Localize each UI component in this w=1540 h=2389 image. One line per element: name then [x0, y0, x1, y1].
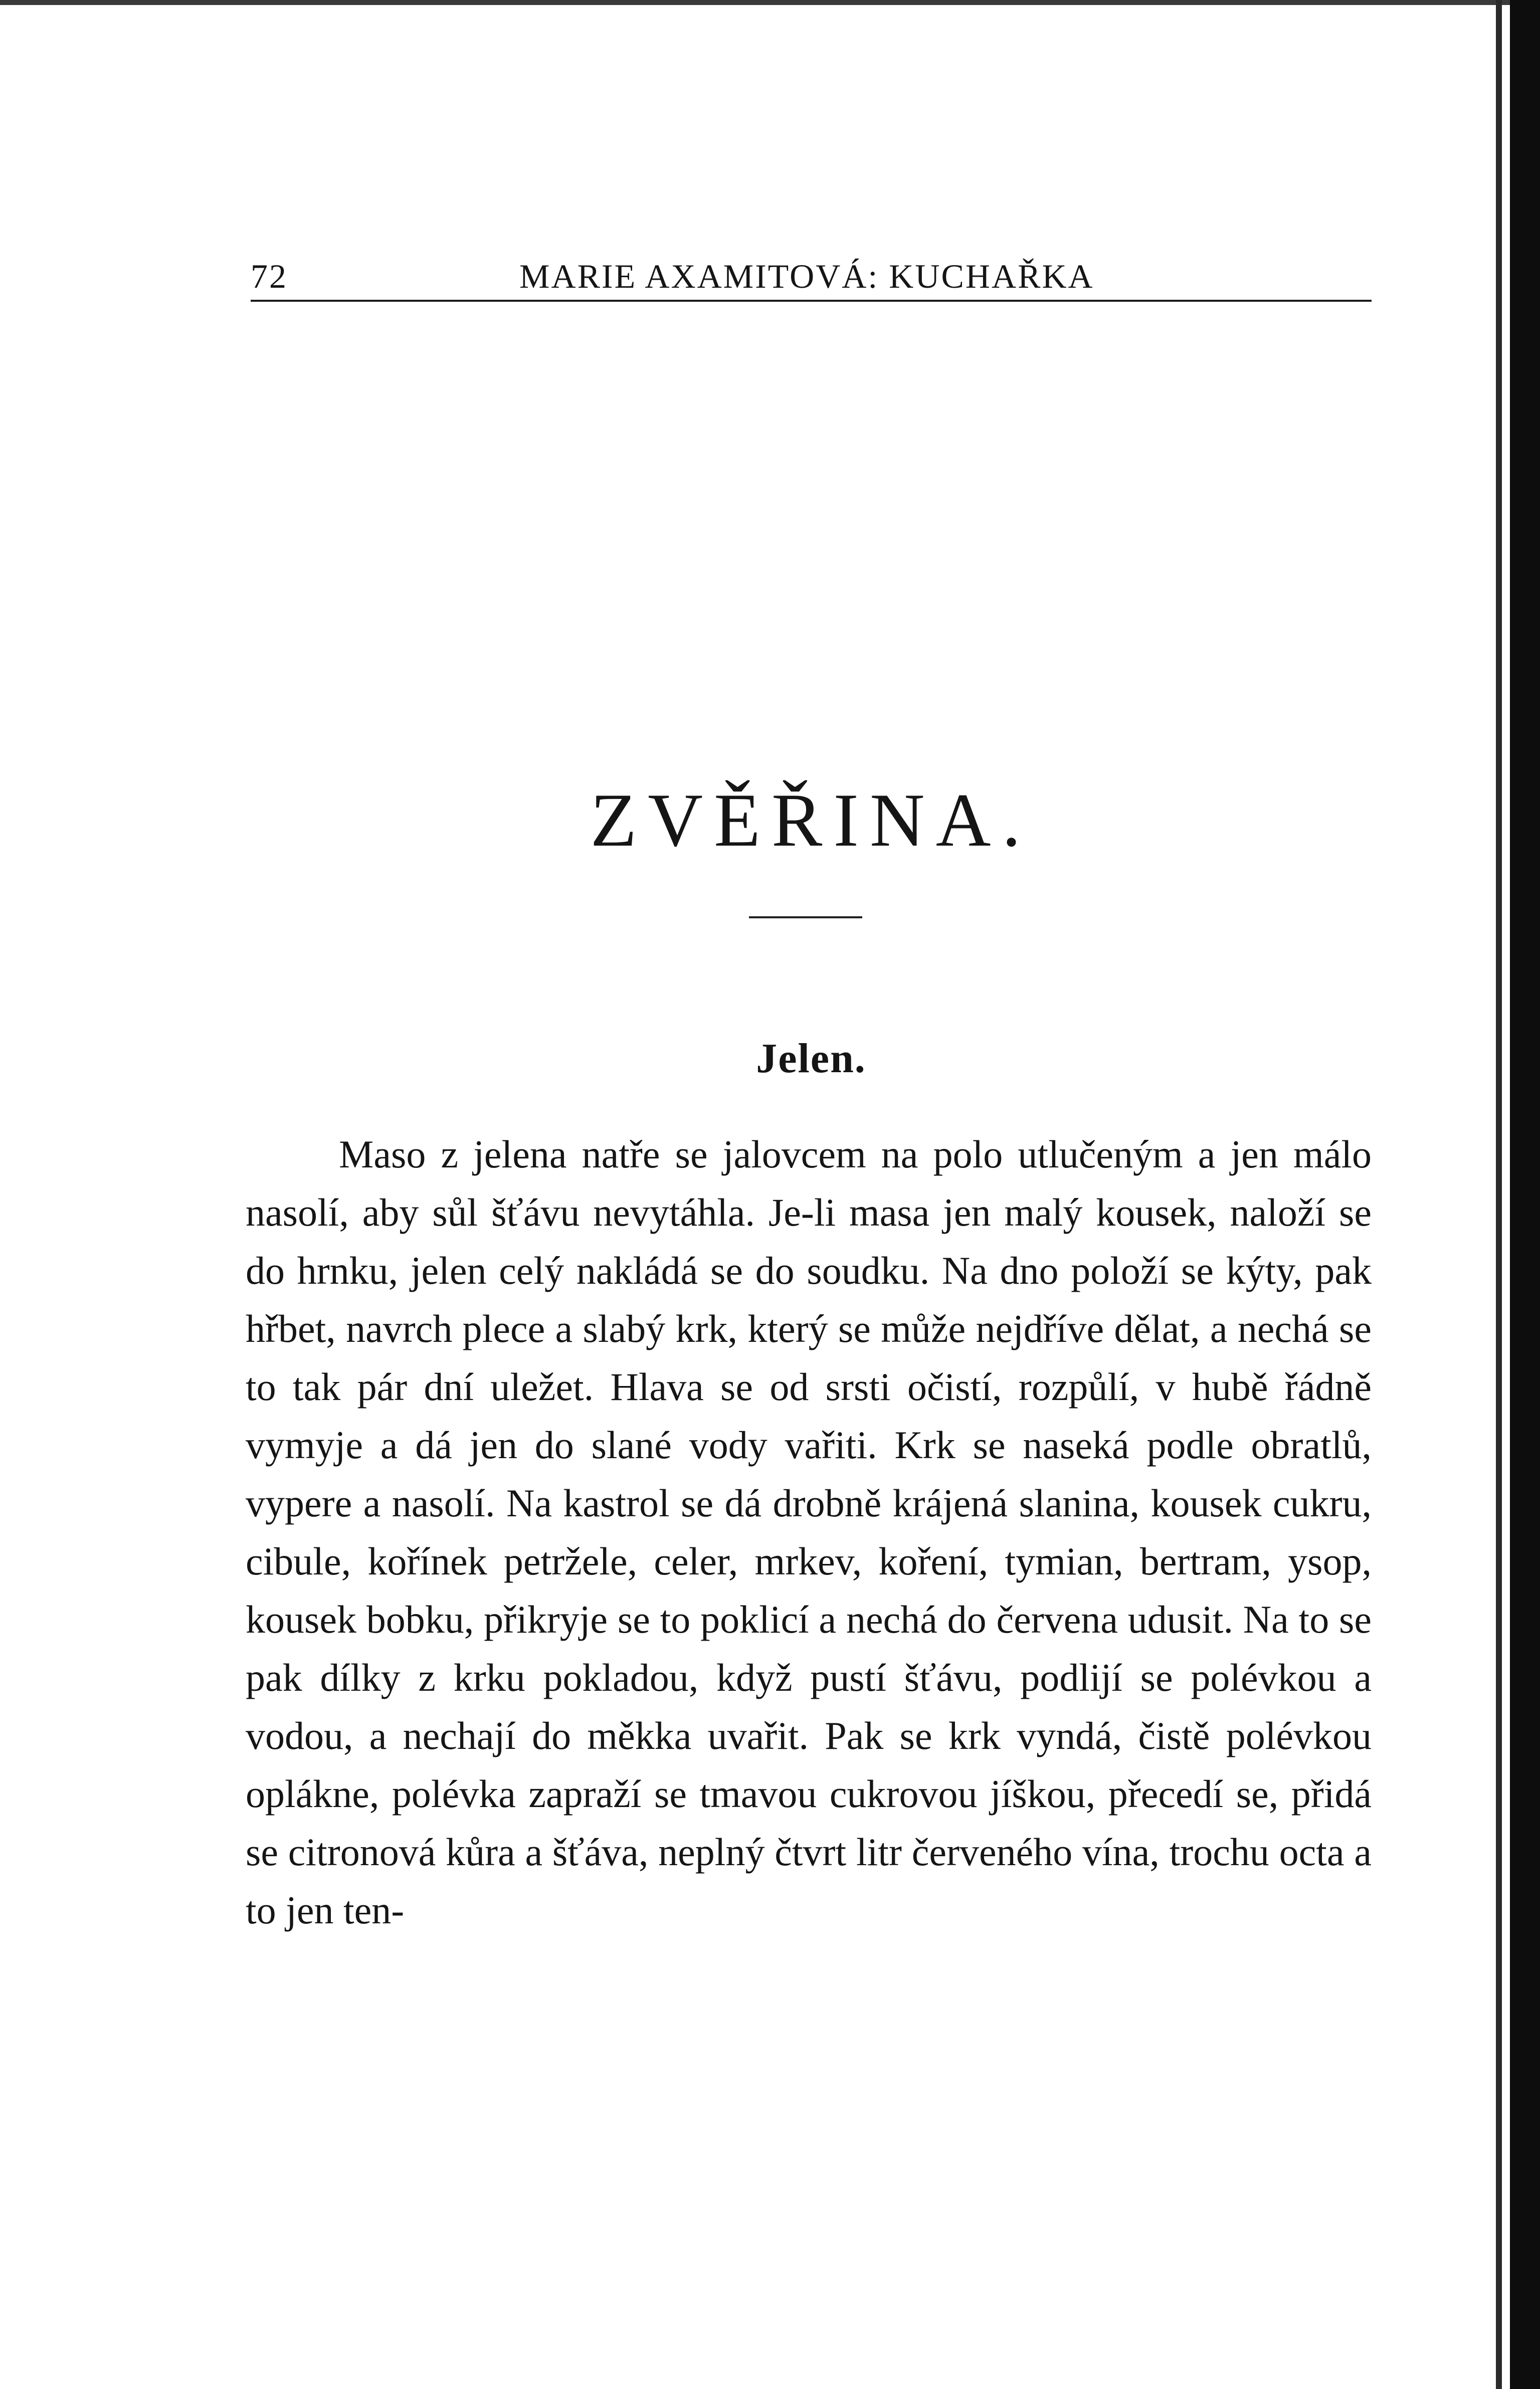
running-head	[251, 257, 1372, 302]
title-divider	[749, 916, 862, 918]
chapter-title: ZVĚŘINA.	[590, 778, 1032, 862]
body-paragraph: Maso z jelena natře se jalovcem na polo utlučeným a jen málo nasolí, aby sůl šťávu nevytáhla. Je-li masa jen malý kousek, naloží se do hrnku, jelen celý nakládá se do soudku. Na dno položí se kýty, pak hřbet, navrch plece a slabý krk, který se může nejdříve dělat, a nechá se to tak pár dní uležet. Hlava se od srsti očistí, rozpůlí, v hubě řádně vymyje a dá jen do slané vody vařiti. Krk se naseká podle obratlů, vypere a nasolí. Na kastrol se dá drobně krájená slanina, kousek cukru, cibule, kořínek petržele, celer, mrkev, koření, tymian, bertram, ysop, kousek bobku, přikryje se to poklicí a nechá do červena udusit. Na to se pak dílky z krku pokladou, když pustí šťávu, podlijí se polévkou a vodou, a nechají do měkka uvařit. Pak se krk vyndá, čistě polévkou oplákne, polévka zapraží se tmavou cukrovou jíškou, přecedí se, přidá se citronová kůra a šťáva, neplný čtvrt litr červeného vína, trochu octa a to jen ten-	[246, 1132, 1372, 1932]
scan-edge-shadow	[1496, 0, 1502, 2389]
section-heading: Jelen.	[756, 1035, 866, 1082]
page-number: 72	[251, 257, 288, 295]
running-title: MARIE AXAMITOVÁ: KUCHAŘKA	[519, 257, 1094, 295]
scan-edge-top	[0, 0, 1510, 5]
scan-edge-right	[1510, 0, 1540, 2389]
